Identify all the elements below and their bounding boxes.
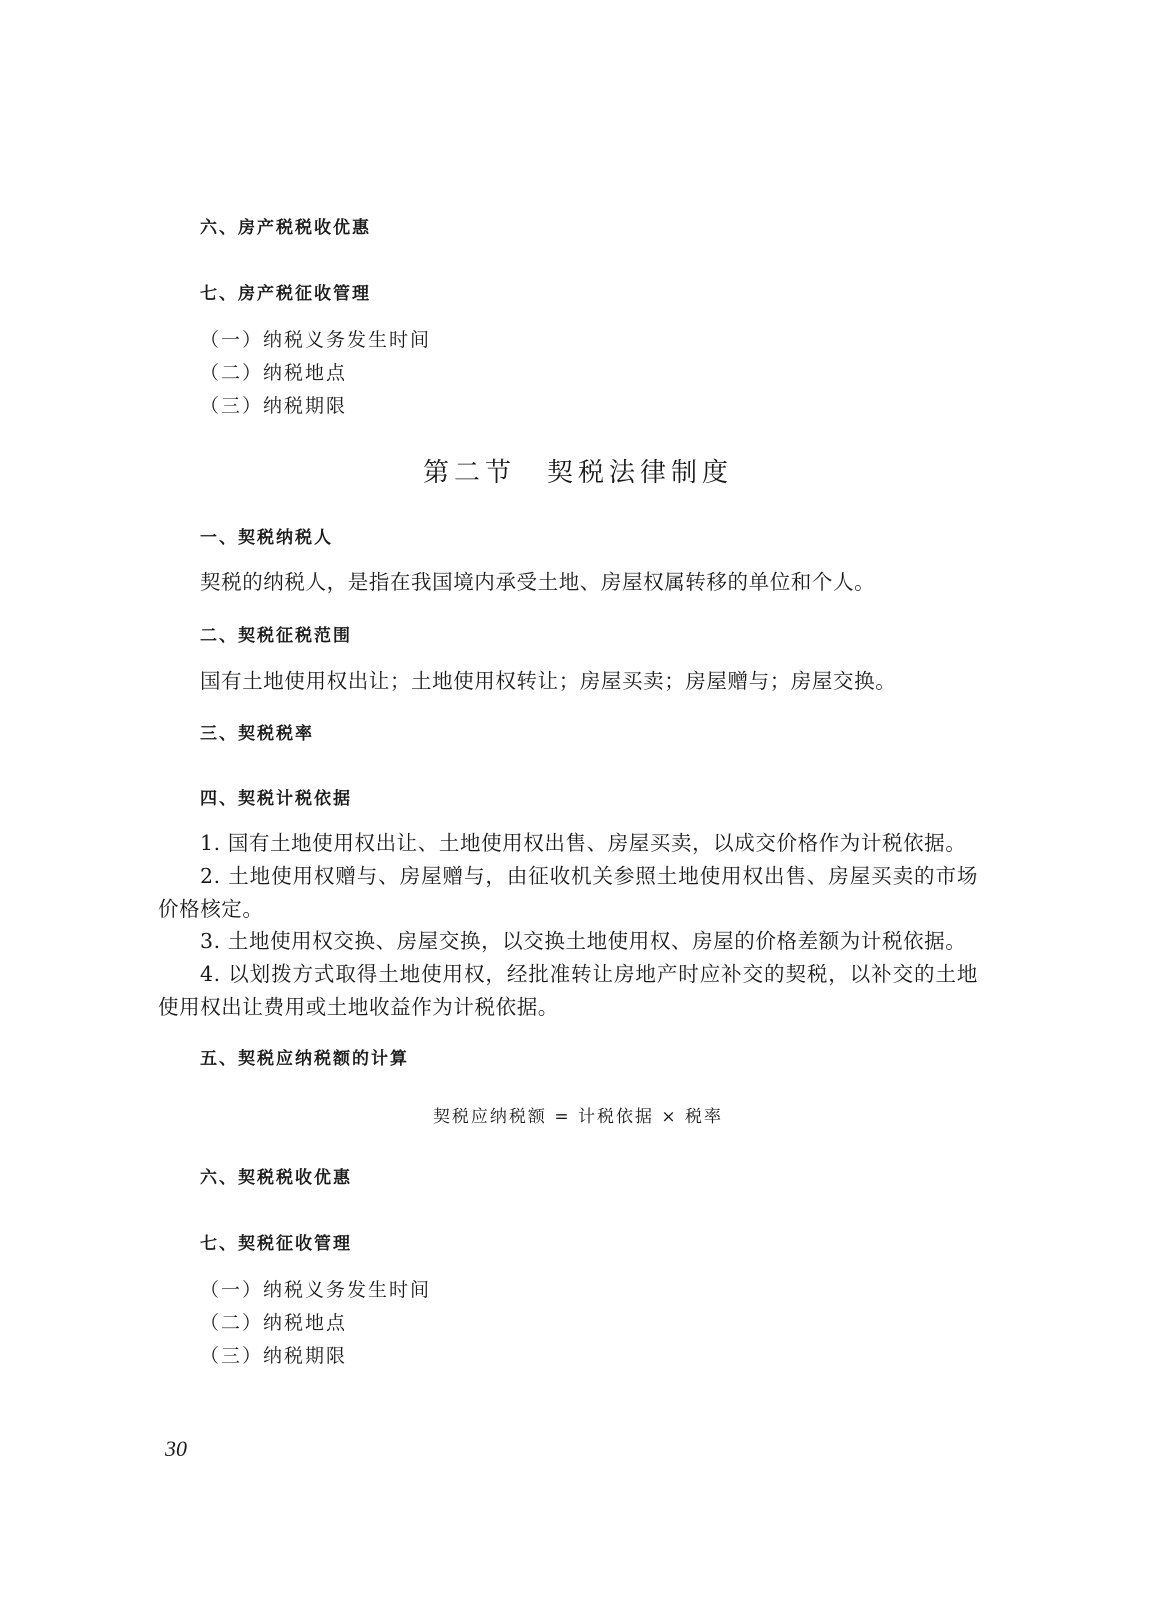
subitem: （二）纳税地点 (200, 1312, 348, 1334)
list-item: 2. 土地使用权赠与、房屋赠与，由征收机关参照土地使用权出售、房屋买卖的市场价格核定。 (158, 864, 978, 921)
heading-deed-rate: 三、契税税率 (200, 724, 314, 744)
heading-deed-calculation: 五、契税应纳税额的计算 (200, 1049, 409, 1069)
list-item: 4. 以划拨方式取得土地使用权，经批准转让房地产时应补交的契税，以补交的土地使用权出让费用或土地收益作为计税依据。 (158, 962, 978, 1019)
heading-deed-incentives: 六、契税税收优惠 (200, 1168, 352, 1188)
heading-property-tax-administration: 七、房产税征收管理 (200, 284, 371, 304)
list-item: 3. 土地使用权交换、房屋交换，以交换土地使用权、房屋的价格差额为计税依据。 (200, 929, 967, 953)
heading-deed-taxpayer: 一、契税纳税人 (200, 528, 333, 548)
section-title: 第二节 契税法律制度 (422, 458, 733, 488)
heading-deed-scope: 二、契税征税范围 (200, 626, 352, 646)
subitem: （一）纳税义务发生时间 (200, 1279, 432, 1301)
subitem: （三）纳税期限 (200, 1345, 348, 1367)
paragraph: 国有土地使用权出让；土地使用权转让；房屋买卖；房屋赠与；房屋交换。 (200, 669, 897, 693)
formula: 契税应纳税额 = 计税依据 × 税率 (432, 1107, 724, 1127)
heading-property-tax-incentives: 六、房产税税收优惠 (200, 218, 371, 238)
heading-deed-basis: 四、契税计税依据 (200, 789, 352, 809)
paragraph: 契税的纳税人，是指在我国境内承受土地、房屋权属转移的单位和个人。 (200, 570, 876, 594)
subitem: （三）纳税期限 (200, 395, 348, 417)
list-item: 1. 国有土地使用权出让、土地使用权出售、房屋买卖，以成交价格作为计税依据。 (200, 831, 967, 855)
heading-deed-administration: 七、契税征收管理 (200, 1234, 352, 1254)
subitem: （二）纳税地点 (200, 362, 348, 384)
page-number: 30 (165, 1436, 187, 1461)
subitem: （一）纳税义务发生时间 (200, 329, 432, 351)
